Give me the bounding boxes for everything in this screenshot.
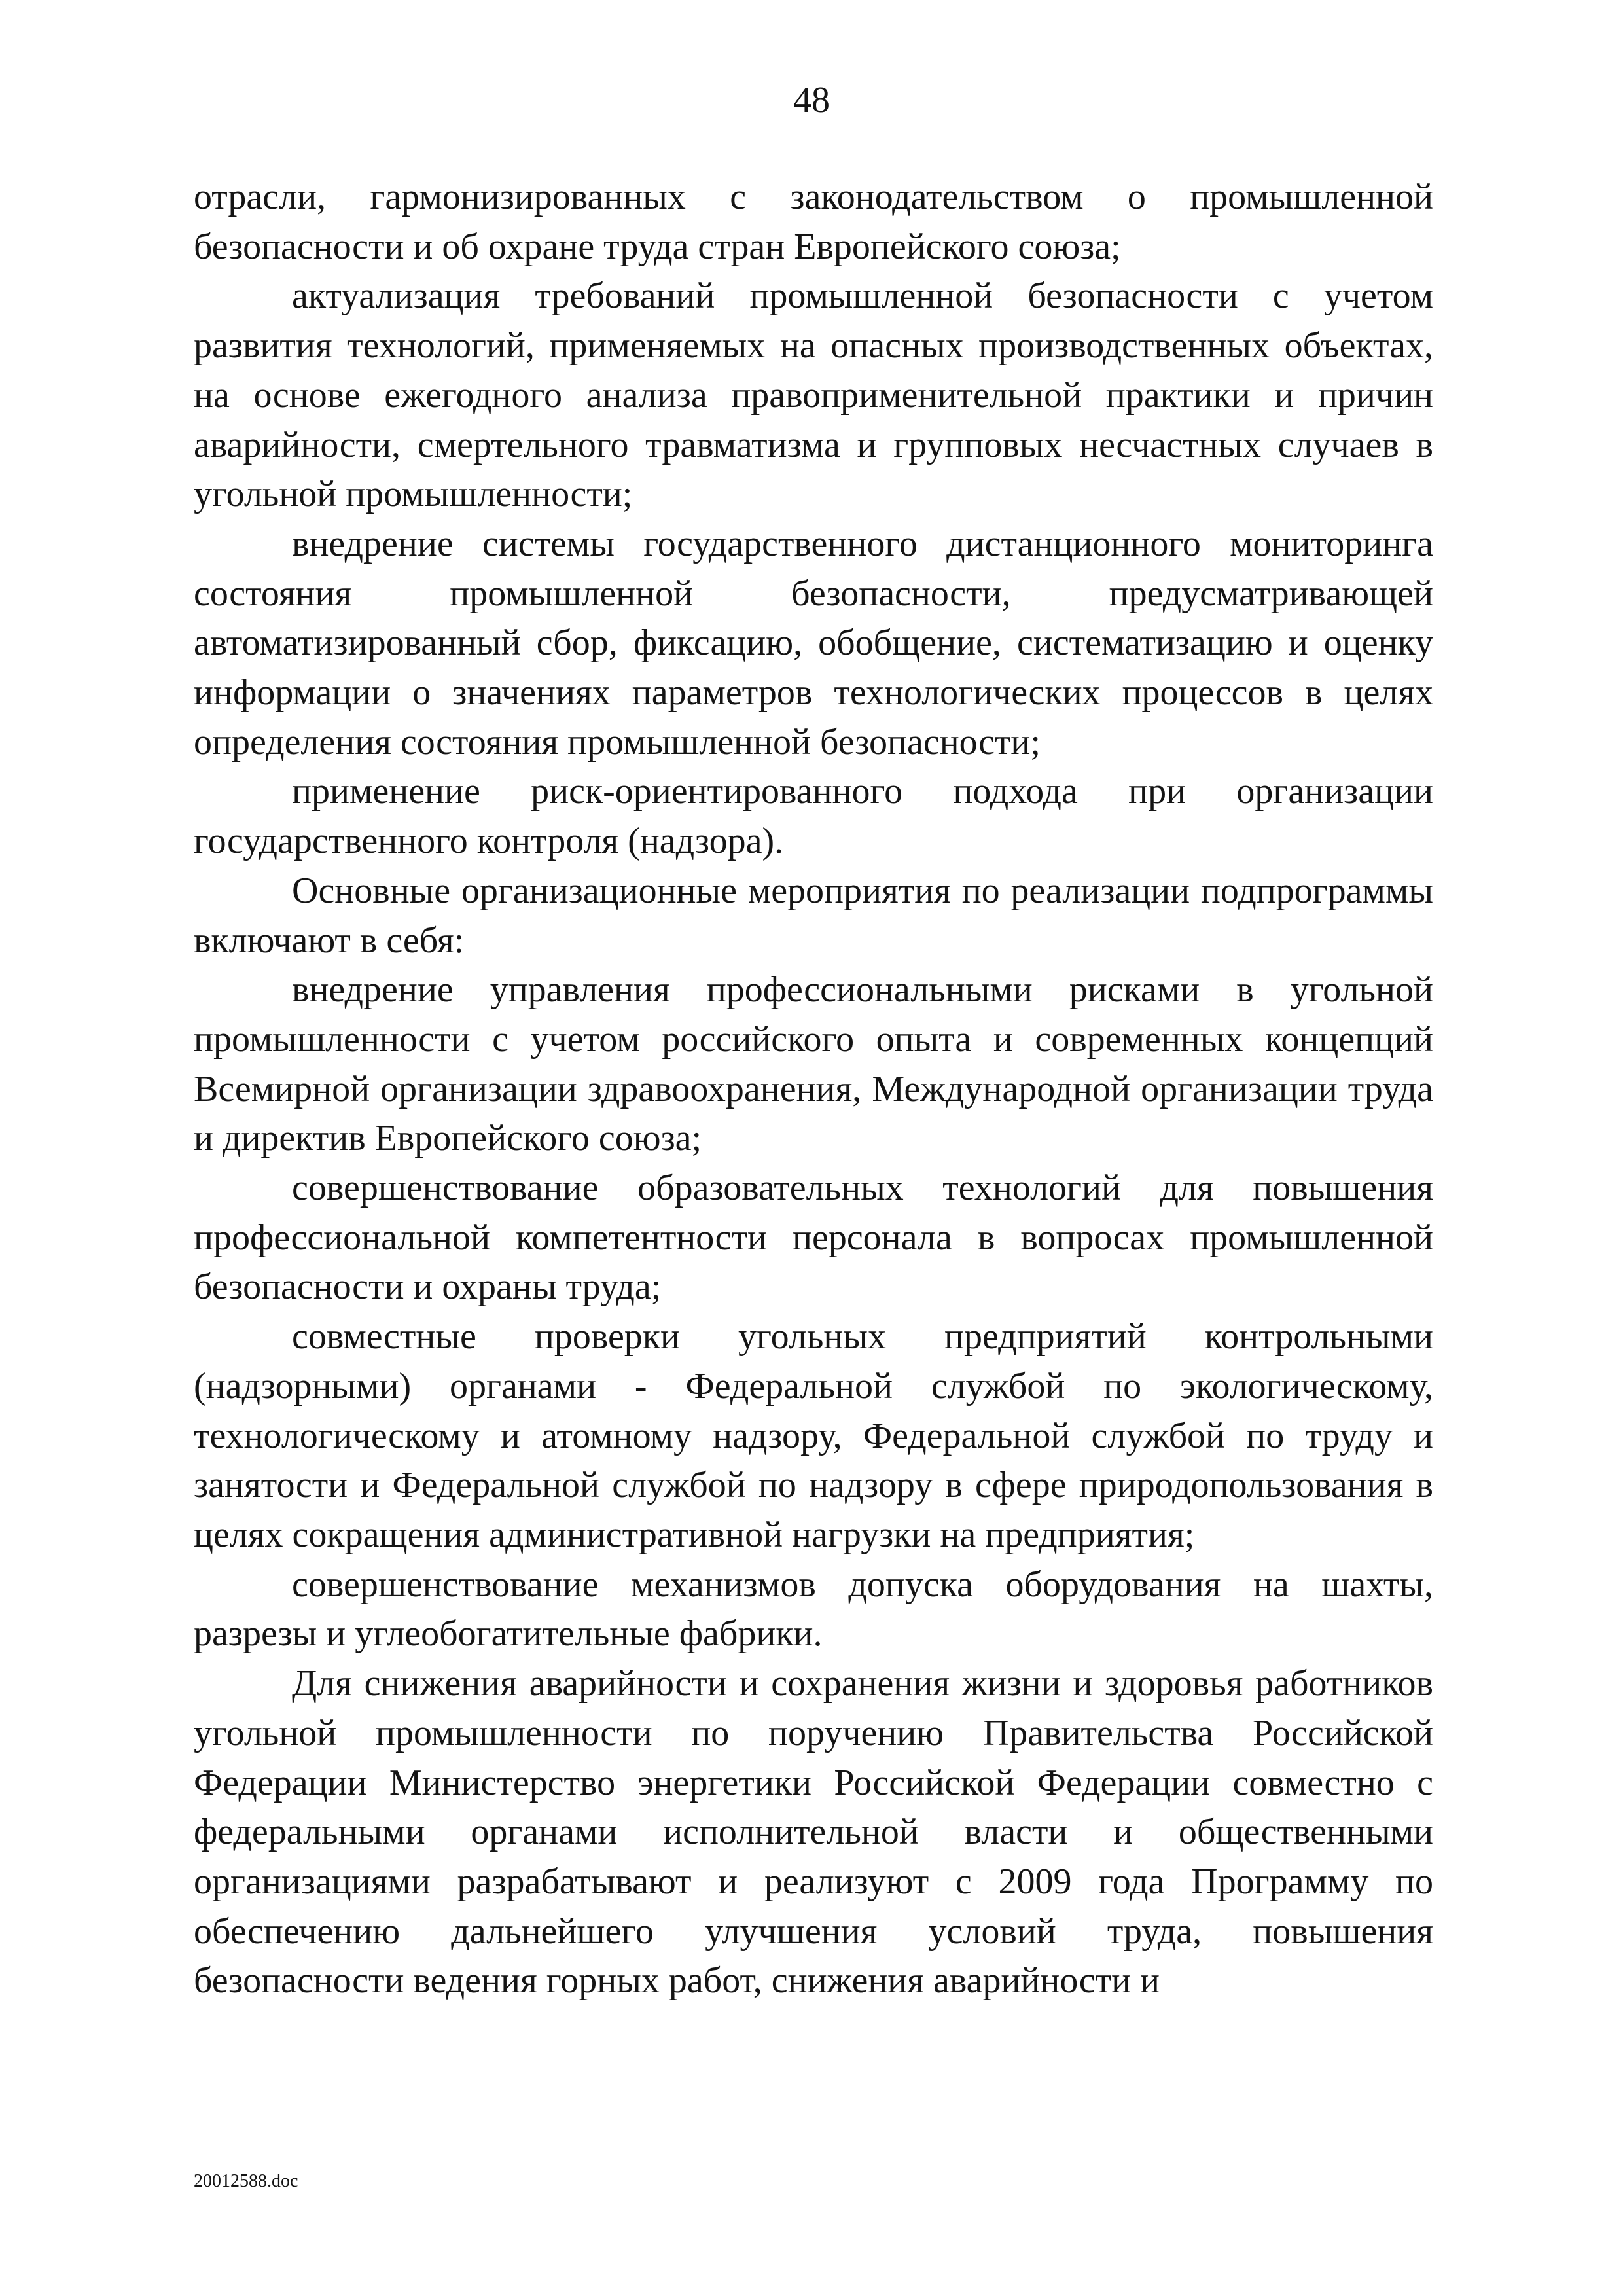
page-number: 48 (793, 80, 830, 120)
paragraph-monitoring-system: внедрение системы государственного дистанционного мониторинга состояния промышленной безопасности, предусматривающей автоматизированный сбор, фиксацию, обобщение, систематизацию и оценку информации о значениях параметров технологических процессов в целях определения состояния промышленной безопасности; (194, 523, 1433, 762)
paragraph-equipment-admission: совершенствование механизмов допуска оборудования на шахты, разрезы и углеобогатительные фабрики. (194, 1564, 1433, 1655)
paragraph-requirements-update: актуализация требований промышленной безопасности с учетом развития технологий, применяемых на опасных производственных объектах, на основе ежегодного анализа правоприменительной практики и причин аварийности, смертельного травматизма и групповых несчастных случаев в угольной промышленности; (194, 276, 1433, 515)
footer-document-id: 20012588.doc (194, 2171, 298, 2191)
paragraph-continuation: отрасли, гармонизированных с законодательством о промышленной безопасности и об охране труда стран Европейского союза; (194, 177, 1433, 267)
paragraph-risk-management: внедрение управления профессиональными рисками в угольной промышленности с учетом российского опыта и современных концепций Всемирной организации здравоохранения, Международной организации труда и директив Европейского союза; (194, 969, 1433, 1159)
document-body (194, 173, 1433, 2006)
paragraph-organizational-measures: Основные организационные мероприятия по реализации подпрограммы включают в себя: (194, 870, 1433, 961)
paragraph-accident-reduction: Для снижения аварийности и сохранения жизни и здоровья работников угольной промышленности по поручению Правительства Российской Федерации Министерство энергетики Российской Федерации совместно с федеральными органами исполнительной власти и общественными организациями разрабатывают и реализуют с 2009 года Программу по обеспечению дальнейшего улучшения условий труда, повышения безопасности ведения горных работ, снижения аварийности и (194, 1663, 1433, 2001)
paragraph-joint-inspections: совместные проверки угольных предприятий контрольными (надзорными) органами - Федеральной службой по экологическому, технологическому и атомному надзору, Федеральной службой по труду и занятости и Федеральной службой по надзору в сфере природопользования в целях сокращения административной нагрузки на предприятия; (194, 1316, 1433, 1555)
paragraph-risk-approach: применение риск-ориентированного подхода при организации государственного контроля (надзора). (194, 771, 1433, 862)
paragraph-education-technologies: совершенствование образовательных технологий для повышения профессиональной компетентности персонала в вопросах промышленной безопасности и охраны труда; (194, 1168, 1433, 1308)
